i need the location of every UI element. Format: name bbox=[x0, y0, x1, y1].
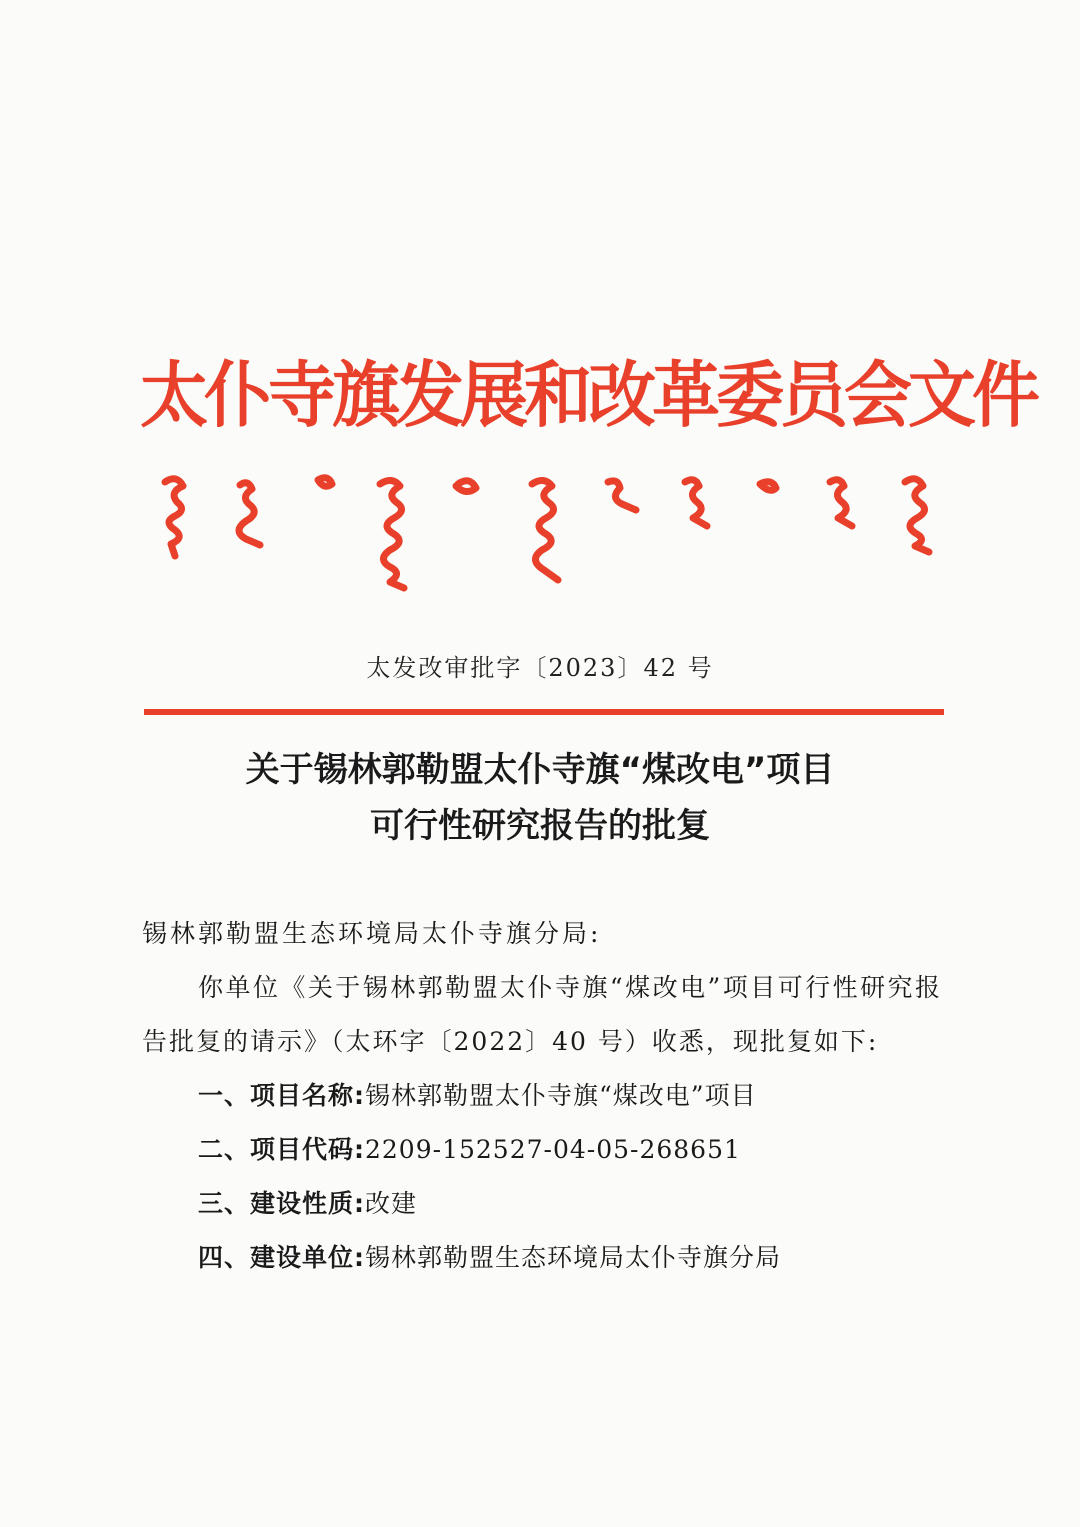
document-number: 太发改审批字〔2023〕42 号 bbox=[366, 654, 714, 682]
mongolian-script-header bbox=[140, 470, 940, 600]
item-construction-type bbox=[142, 1177, 942, 1231]
mongolian-script-graphic bbox=[140, 470, 940, 600]
item-project-name bbox=[142, 1069, 942, 1123]
item-label: 四、建设单位: bbox=[198, 1243, 365, 1272]
document-body bbox=[142, 907, 942, 1285]
body-paragraph: 你单位《关于锡林郭勒盟太仆寺旗“煤改电”项目可行性研究报告批复的请示》（太环字〔2022〕40 号）收悉，现批复如下: bbox=[142, 973, 942, 1056]
addressee: 锡林郭勒盟生态环境局太仆寺旗分局: bbox=[142, 919, 602, 948]
item-label: 三、建设性质: bbox=[198, 1189, 365, 1218]
item-construction-unit bbox=[142, 1231, 942, 1285]
item-value: 2209-152527-04-05-268651 bbox=[365, 1135, 741, 1164]
item-value: 锡林郭勒盟生态环境局太仆寺旗分局 bbox=[365, 1243, 782, 1272]
document-title-line-1: 关于锡林郭勒盟太仆寺旗“煤改电”项目 bbox=[245, 750, 835, 790]
document-title bbox=[140, 742, 940, 854]
red-divider-line bbox=[144, 709, 944, 715]
document-title-line-2: 可行性研究报告的批复 bbox=[370, 806, 710, 846]
org-header-title: 太仆寺旗发展和改革委员会文件 bbox=[140, 355, 1037, 438]
item-label: 二、项目代码: bbox=[198, 1135, 365, 1164]
item-label: 一、项目名称: bbox=[198, 1081, 365, 1110]
item-value: 锡林郭勒盟太仆寺旗“煤改电”项目 bbox=[365, 1081, 757, 1110]
item-value: 改建 bbox=[365, 1189, 418, 1218]
item-project-code bbox=[142, 1123, 942, 1177]
